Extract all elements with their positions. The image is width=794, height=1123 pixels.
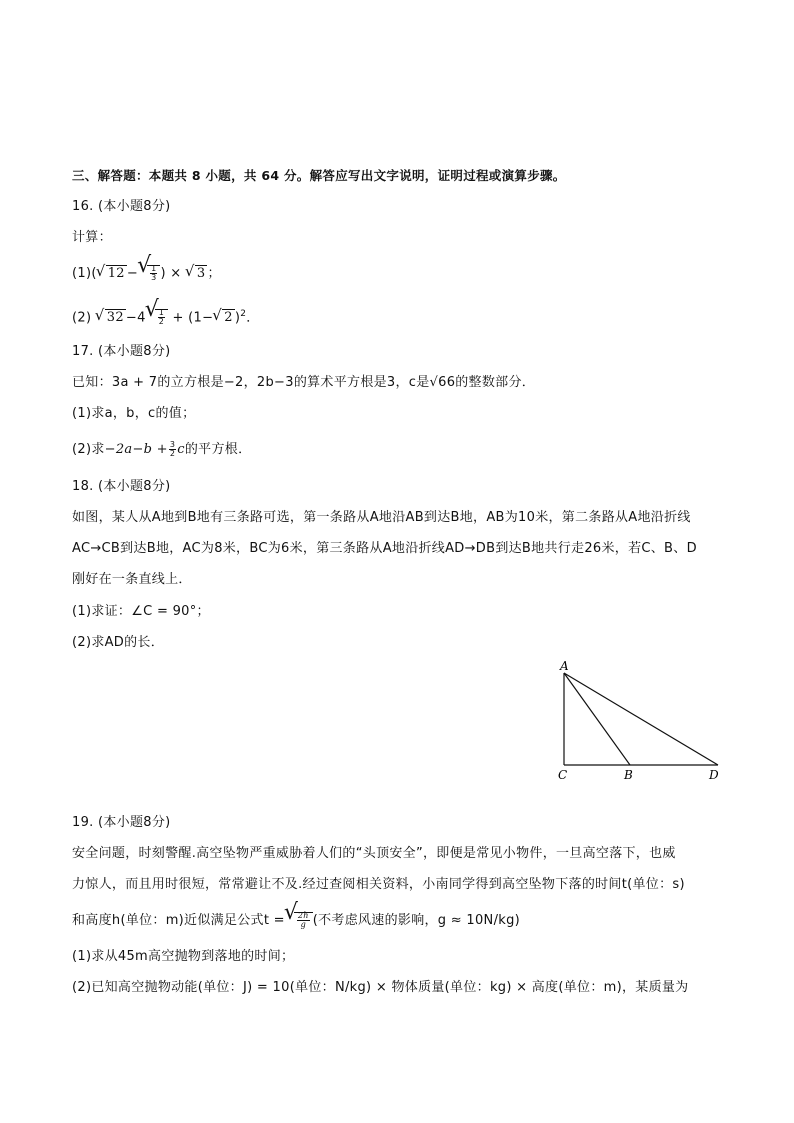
question-18-body-line-2: AC→CB到达B地，AC为8米，BC为6米，第三条路从A地沿折线AD→DB到达B地共行走26米，若C、B、D	[72, 541, 697, 556]
question-18-part-2: (2)求AD的长．	[72, 635, 165, 650]
label-b: B	[624, 768, 633, 782]
question-17-title: 17. (本小题8分)	[72, 344, 171, 359]
question-17-given: 已知：3a + 7的立方根是−2，2b−3的算术平方根是3，c是√66的整数部分．	[72, 375, 536, 390]
question-16-title: 16. (本小题8分)	[72, 199, 171, 214]
label-a: A	[560, 659, 569, 673]
question-16-part-2: (2) √ 32 −4 √ $\frac{1}{2}$ + (1−√ 2 )$^2$．	[72, 305, 260, 327]
section-header: 三、解答题：本题共 8 小题，共 64 分。解答应写出文字说明，证明过程或演算步骤。	[72, 168, 566, 183]
formula-sqrt: √ $\frac{2h}{g}$	[285, 912, 313, 930]
question-19-part-2: (2)已知高空抛物动能(单位：J) = 10(单位：N/kg) × 物体质量(单位：kg) × 高度(单位：m)，某质量为	[72, 980, 689, 995]
label-c: C	[558, 768, 568, 782]
question-16-intro: 计算：	[72, 230, 112, 245]
question-19-title: 19. (本小题8分)	[72, 815, 171, 830]
segment-ad	[564, 673, 718, 765]
triangle-figure	[550, 655, 730, 785]
question-16-part-1: (1)(√ 12 − √ $\frac{1}{3}$ ) × √ 3 ；	[72, 265, 221, 283]
question-18-title: 18. (本小题8分)	[72, 479, 171, 494]
question-18-body-line-1: 如图，某人从A地到B地有三条路可选，第一条路从A地沿AB到达B地，AB为10米，第二条路从A地沿折线	[72, 510, 691, 525]
label-d: D	[709, 768, 719, 782]
question-19-body-line-3: 和高度h(单位：m)近似满足公式t = √ $\frac{2h}{g}$ (不考虑风速的影响，g ≈ 10N/kg)	[72, 912, 520, 930]
question-17-part-1: (1)求a，b，c的值；	[72, 406, 196, 421]
question-19-body-line-2: 力惊人，而且用时很短，常常避让不及.经过查阅相关资料，小南同学得到高空坠物下落的时间t(单位：s)	[72, 877, 685, 892]
question-19-body-line-1: 安全问题，时刻警醒.高空坠物严重威胁着人们的“头顶安全”，即便是常见小物件，一旦高空落下，也威	[72, 846, 676, 861]
question-18-part-1: (1)求证：∠C = 90°；	[72, 604, 210, 619]
question-19-part-1: (1)求从45m高空抛物到落地的时间；	[72, 949, 295, 964]
question-17-part-2: (2)求−2a−b + $\frac{3}{2}$ c的平方根．	[72, 440, 252, 458]
segment-ab	[564, 673, 630, 765]
question-18-body-line-3: 刚好在一条直线上．	[72, 572, 192, 587]
